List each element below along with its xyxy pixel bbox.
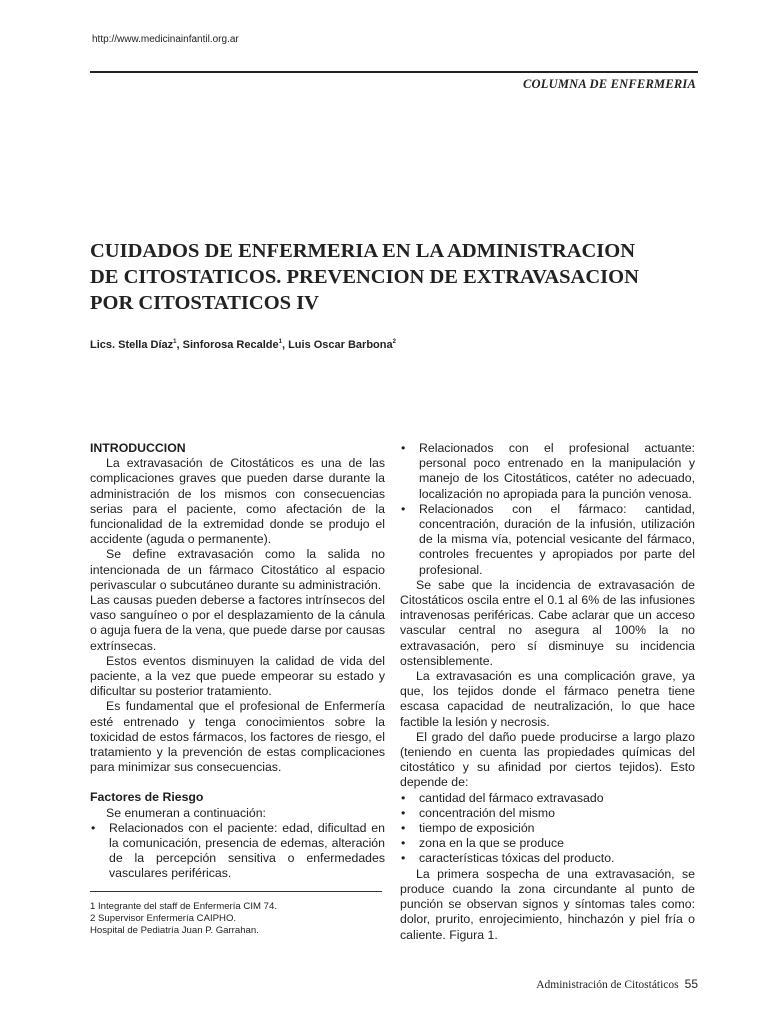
list-item-text: Relacionados con el paciente: edad, dificultad en la comunicación, presencia de edemas, alteración de la percepción sensitiva o enfermedades vasculares periféricas.	[109, 820, 385, 881]
list-item	[400, 851, 695, 866]
source-url[interactable]: http://www.medicinainfantil.org.ar	[92, 34, 239, 45]
list-item	[400, 836, 695, 851]
body-paragraph: La extravasación es una complicación grave, ya que, los tejidos donde el fármaco penetra tiene escasa capacidad de neutralización, lo que hace factible la lesión y necrosis.	[400, 669, 695, 729]
author-affiliation-mark: 2	[392, 339, 396, 345]
bullet-icon: •	[91, 820, 96, 835]
body-paragraph: Es fundamental que el profesional de Enfermería esté entrenado y tenga conocimientos sobre la toxicidad de estos fármacos, los factores de riesgo, el tratamiento y la prevención de estas complicaciones para minimizar sus consecuencias.	[90, 699, 385, 775]
bullet-icon: •	[401, 441, 406, 455]
body-paragraph: Se define extravasación como la salida no intencionada de un fármaco Citostático al espacio perivascular o subcutáneo durante su administración.	[90, 547, 385, 592]
body-paragraph: La primera sospecha de una extravasación, se produce cuando la zona circundante al punto de punción se observan signos y síntomas tales como: dolor, prurito, enrojecimiento, hinchazón y piel fría o caliente. Figura 1.	[400, 866, 695, 942]
article-title	[90, 238, 700, 316]
list-item-text: características tóxicas del producto.	[419, 851, 615, 866]
footnote-rule	[90, 891, 382, 892]
author-name: Lics. Stella Díaz	[90, 339, 174, 351]
spacer	[90, 775, 385, 790]
author-affiliation-mark: 1	[173, 339, 177, 345]
author-name: Luis Oscar Barbona	[288, 339, 393, 351]
body-paragraph: La extravasación de Citostáticos es una de las complicaciones graves que pueden darse durante la administración de los mismos con consecuencias serias para el paciente, como afectación de la funcionalidad de la extremidad donde se produjo el accidente (aguda o permanente).	[90, 456, 385, 547]
bullet-icon: •	[401, 851, 406, 866]
header-rule	[90, 71, 698, 73]
body-paragraph: Estos eventos disminuyen la calidad de vida del paciente, a la vez que puede empeorar su estado y dificultar su posterior tratamiento.	[90, 653, 385, 699]
risk-factor-list	[90, 821, 385, 882]
bullet-icon: •	[401, 821, 406, 836]
right-column	[400, 441, 695, 943]
list-item	[400, 791, 695, 806]
section-heading-factores-de-riesgo: Factores de Riesgo	[90, 790, 204, 805]
bullet-icon: •	[401, 805, 406, 820]
body-paragraph: Se enumeran a continuación:	[106, 805, 266, 820]
footnotes	[90, 901, 390, 937]
title-line: CUIDADOS DE ENFERMERIA EN LA ADMINISTRACION	[90, 240, 636, 262]
body-paragraph: Las causas pueden deberse a factores intrínsecos del vaso sanguíneo o por el desplazamiento de la cánula o aguja fuera de la vena, que puede darse por causas extrínsecas.	[90, 593, 385, 653]
list-item	[400, 806, 695, 821]
footnote: Hospital de Pediatría Juan P. Garrahan.	[90, 925, 259, 936]
title-line: DE CITOSTATICOS. PREVENCION DE EXTRAVASACION	[90, 266, 639, 288]
body-paragraph: El grado del daño puede producirse a largo plazo (teniendo en cuenta las propiedades químicas del citostático y su afinidad por ciertos tejidos). Esto depende de:	[400, 729, 695, 790]
left-column	[90, 441, 385, 882]
page-footer	[536, 977, 698, 991]
list-item-text: tiempo de exposición	[419, 821, 535, 836]
list-item-text: cantidad del fármaco extravasado	[419, 790, 604, 805]
author-list	[90, 339, 396, 351]
bullet-icon: •	[401, 501, 406, 516]
list-item	[400, 821, 695, 836]
list-item-text: Relacionados con el fármaco: cantidad, concentración, duración de la infusión, utilización de la misma vía, potencial vesicante del fármaco, controles frecuentes y apropiados por parte del profesional.	[419, 501, 695, 577]
list-item	[400, 441, 695, 502]
author-affiliation-mark: 1	[278, 339, 282, 345]
list-item	[400, 502, 695, 578]
bullet-icon: •	[401, 836, 406, 851]
body-paragraph: Se sabe que la incidencia de extravasación de Citostáticos oscila entre el 0.1 al 6% de las infusiones intravenosas periféricas. Cabe aclarar que un acceso vascular central no asegura al 100% la no extravasación, pero sí disminuye su incidencia ostensiblemente.	[400, 577, 695, 668]
title-line: POR CITOSTATICOS IV	[90, 292, 319, 314]
author-name: Sinforosa Recalde	[182, 339, 279, 351]
section-heading-introduccion: INTRODUCCION	[90, 441, 186, 455]
author-separator: ,	[281, 339, 289, 351]
list-item-text: concentración del mismo	[419, 805, 556, 820]
risk-factor-list-continued	[400, 441, 695, 578]
section-label: COLUMNA DE ENFERMERIA	[523, 77, 696, 91]
author-separator: ,	[176, 339, 183, 351]
footnote: 2 Supervisor Enfermería CAIPHO.	[90, 913, 237, 924]
damage-factor-list	[400, 791, 695, 867]
list-item-text: zona en la que se produce	[419, 836, 564, 851]
running-title: Administración de Citostáticos	[536, 979, 679, 991]
footnote: 1 Integrante del staff de Enfermería CIM 74.	[90, 901, 278, 912]
list-item	[90, 821, 385, 882]
list-item-text: Relacionados con el profesional actuante: personal poco entrenado en la manipulación y manejo de los Citostáticos, catéter no adecuado, localización no apropiada para la punción venosa.	[419, 441, 695, 501]
page-number: 55	[684, 977, 698, 991]
bullet-icon: •	[401, 790, 406, 805]
